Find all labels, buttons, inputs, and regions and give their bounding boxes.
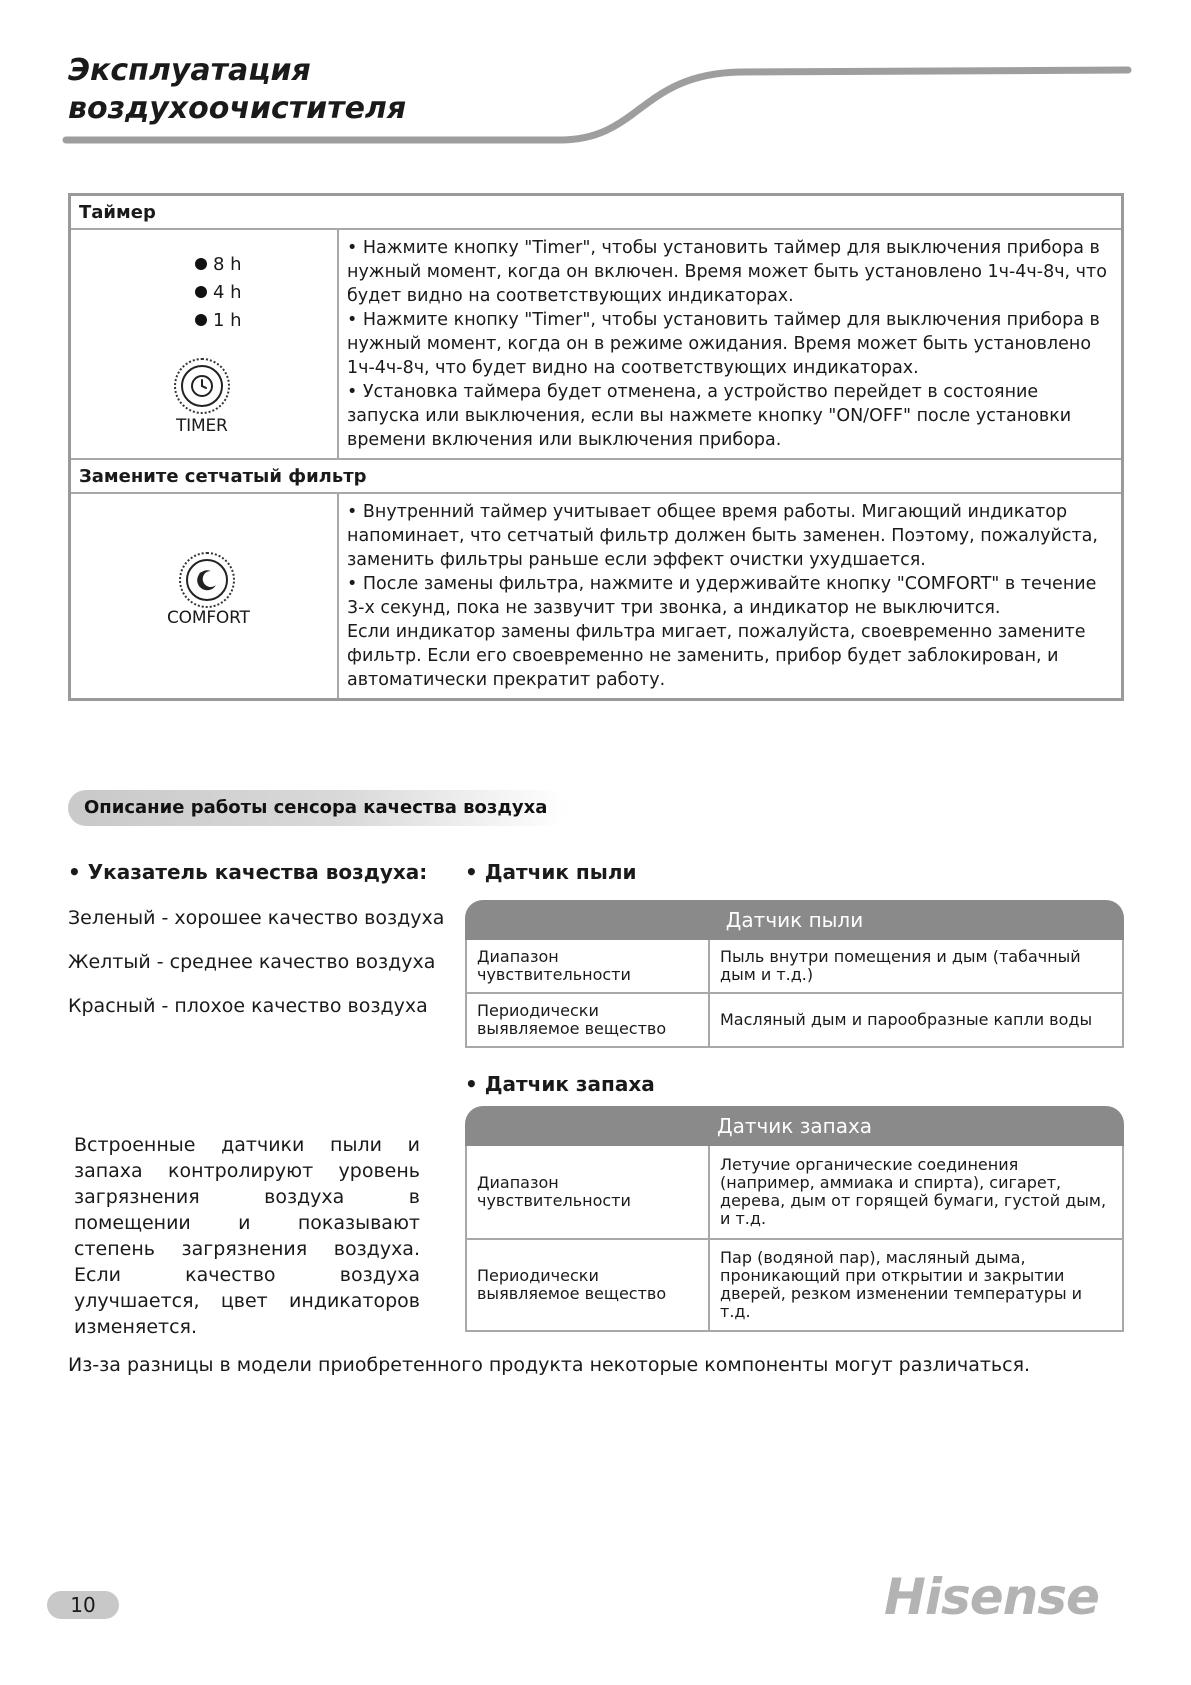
comfort-button-label: COMFORT <box>167 608 250 628</box>
timer-paragraph: • Установка таймера будет отменена, а устройство перейдет в состояние запуска или выключения, если вы нажмете кнопку "ON/OFF" после установки времени включения или выключения прибора. <box>347 382 1072 450</box>
timer-paragraph: • Нажмите кнопку "Timer", чтобы установить таймер для выключения прибора в нужный момент, когда он включен. Время может быть установлено 1ч-4ч-8ч, что будет видно на соответствующих индикаторах. <box>347 238 1107 306</box>
dust-row-value: Пыль внутри помещения и дым (табачный дым и т.д.) <box>708 940 1124 994</box>
sensor-description: Встроенные датчики пыли и запаха контролируют уровень загрязнения воздуха в помещении и показывают степень загрязнения воздуха. Если качество воздуха улучшается, цвет индикаторов изменяется. <box>74 1134 420 1338</box>
dust-table-title: Датчик пыли <box>465 900 1124 940</box>
timer-instructions <box>338 229 1123 459</box>
timer-led-label: 8 h <box>213 253 242 275</box>
dust-row-label: Периодически выявляемое вещество <box>465 994 708 1048</box>
filter-paragraph: • После замены фильтра, нажмите и удерживайте кнопку "COMFORT" в течение 3-х секунд, пока не зазвучит три звонка, а индикатор не выключится. <box>347 574 1097 618</box>
dust-row-label: Диапазон чувствительности <box>465 940 708 994</box>
filter-heading: Замените сетчатый фильтр <box>70 459 1123 493</box>
odor-table-title: Датчик запаха <box>465 1106 1124 1146</box>
odor-sensor-heading: • Датчик запаха <box>465 1072 655 1096</box>
timer-paragraph: • Нажмите кнопку "Timer", чтобы установить таймер для выключения прибора в нужный момент, когда он в режиме ожидания. Время может быть установлено 1ч-4ч-8ч, что будет видно на соответствующих индикаторах. <box>347 310 1100 378</box>
timer-led-label: 4 h <box>213 281 242 303</box>
sensor-section-heading-text: Описание работы сенсора качества воздуха <box>84 797 548 818</box>
sensor-section-heading <box>68 790 568 826</box>
timer-button <box>174 358 230 414</box>
filter-heading-row <box>70 459 1123 493</box>
timer-led-8h <box>195 250 242 278</box>
odor-sensor-table <box>465 1106 1124 1332</box>
table-row <box>465 994 1124 1048</box>
quality-item-red: Красный - плохое качество воздуха <box>68 995 428 1017</box>
page-title-line2: воздухоочистителя <box>68 91 407 126</box>
odor-row-value: Пар (водяной пар), масляный дыма, проникающий при открытии и закрытии дверей, резком изменении температуры и т.д. <box>708 1240 1124 1332</box>
comfort-button <box>179 552 235 608</box>
footer-note: Из-за разницы в модели приобретенного продукта некоторые компоненты могут различаться. <box>68 1354 1031 1376</box>
timer-led-1h <box>195 306 242 334</box>
odor-row-label: Диапазон чувствительности <box>465 1146 708 1240</box>
quality-item-green: Зеленый - хорошее качество воздуха <box>68 907 445 929</box>
moon-stars-icon <box>186 559 228 601</box>
timer-heading-row <box>70 195 1123 230</box>
table-row <box>465 1146 1124 1240</box>
dust-sensor-table <box>465 900 1124 1048</box>
filter-paragraph: Если индикатор замены фильтра мигает, пожалуйста, своевременно замените фильтр. Если его своевременно не заменить, прибор будет заблокирован, и автоматически прекратит работу. <box>347 622 1086 690</box>
quality-indicator-heading: • Указатель качества воздуха: <box>68 860 428 884</box>
timer-led-label: 1 h <box>213 309 242 331</box>
filter-icon-cell <box>70 493 339 700</box>
brand-logo: Hisense <box>884 1568 1099 1626</box>
features-table <box>68 193 1124 701</box>
odor-row-value: Летучие органические соединения (например, аммиака и спирта), сигарет, дерева, дым от горящей бумаги, густой дым, и т.д. <box>708 1146 1124 1240</box>
filter-instructions <box>338 493 1123 700</box>
timer-indicators <box>195 250 242 334</box>
page-title-line1: Эксплуатация <box>68 53 311 88</box>
clock-icon <box>181 365 223 407</box>
timer-row <box>70 229 1123 459</box>
led-dot-icon <box>195 314 207 326</box>
filter-row <box>70 493 1123 700</box>
odor-row-label: Периодически выявляемое вещество <box>465 1240 708 1332</box>
timer-button-label: TIMER <box>176 416 228 436</box>
led-dot-icon <box>195 286 207 298</box>
quality-item-yellow: Желтый - среднее качество воздуха <box>68 951 436 973</box>
dust-row-value: Масляный дым и парообразные капли воды <box>708 994 1124 1048</box>
dust-sensor-heading: • Датчик пыли <box>465 860 637 884</box>
filter-paragraph: • Внутренний таймер учитывает общее время работы. Мигающий индикатор напоминает, что сетчатый фильтр должен быть заменен. Поэтому, пожалуйста, заменить фильтры раньше если эффект очистки ухудшается. <box>347 502 1098 570</box>
timer-led-4h <box>195 278 242 306</box>
table-row <box>465 940 1124 994</box>
led-dot-icon <box>195 258 207 270</box>
page-title <box>68 52 406 128</box>
timer-icon-cell <box>70 229 339 459</box>
timer-heading: Таймер <box>70 195 1123 230</box>
table-row <box>465 1240 1124 1332</box>
page-number: 10 <box>47 1591 119 1619</box>
